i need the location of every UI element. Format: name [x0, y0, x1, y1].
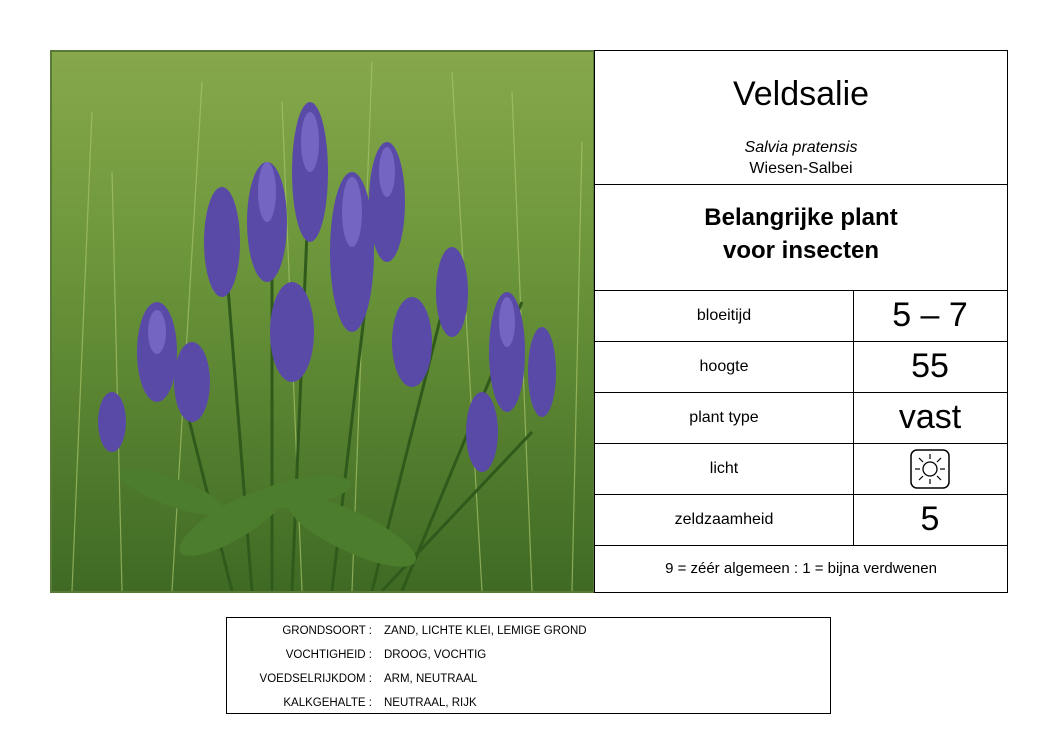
soil-key: GRONDSOORT : — [282, 625, 372, 637]
attribute-value: 5 — [920, 500, 940, 538]
soil-row — [227, 625, 830, 649]
sun-icon — [910, 449, 950, 489]
attribute-value: 55 — [911, 347, 949, 385]
plant-title-section — [595, 51, 1007, 185]
attribute-row-bloeitijd — [595, 290, 1007, 342]
soil-value: NEUTRAAL, RIJK — [384, 697, 477, 709]
soil-row — [227, 649, 830, 673]
attribute-label: hoogte — [595, 341, 854, 392]
soil-key: VOEDSELRIJKDOM : — [259, 673, 372, 685]
attribute-row-hoogte — [595, 341, 1007, 393]
german-name: Wiesen-Salbei — [749, 160, 853, 177]
plant-info-card — [594, 50, 1008, 593]
importance-line-2: voor insecten — [722, 237, 880, 264]
meadow-sage-illustration — [52, 52, 593, 591]
soil-info-box — [226, 617, 831, 714]
attribute-value: vast — [898, 398, 962, 436]
soil-row — [227, 673, 830, 697]
attribute-label: bloeitijd — [595, 290, 854, 341]
attribute-label: plant type — [595, 392, 854, 443]
plant-photo — [50, 50, 595, 593]
importance-line-1: Belangrijke plant — [704, 204, 898, 231]
attribute-row-plant-type — [595, 392, 1007, 444]
rarity-note: 9 = zéér algemeen : 1 = bijna verdwenen — [665, 560, 937, 577]
soil-value: ARM, NEUTRAAL — [384, 673, 478, 685]
soil-key: KALKGEHALTE : — [283, 697, 372, 709]
plant-name: Veldsalie — [732, 75, 870, 113]
attribute-label: licht — [595, 443, 854, 494]
soil-row — [227, 697, 830, 721]
attribute-value: 5 – 7 — [892, 296, 968, 334]
soil-value: DROOG, VOCHTIG — [384, 649, 487, 661]
soil-key: VOCHTIGHEID : — [285, 649, 372, 661]
attribute-row-licht — [595, 443, 1007, 495]
attribute-row-zeldzaamheid — [595, 494, 1007, 546]
importance-section — [595, 184, 1007, 291]
soil-value: ZAND, LICHTE KLEI, LEMIGE GROND — [384, 625, 587, 637]
attribute-label: zeldzaamheid — [595, 494, 854, 545]
attribute-value — [853, 443, 1007, 494]
latin-name: Salvia pratensis — [744, 139, 858, 156]
